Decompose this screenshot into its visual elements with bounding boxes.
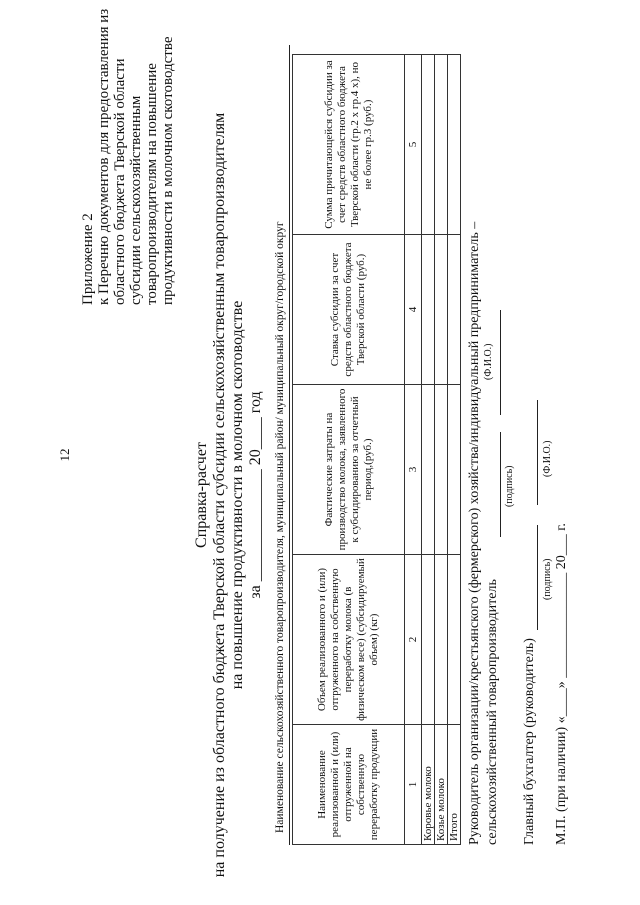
table-cell[interactable] xyxy=(422,555,435,725)
table-cell[interactable] xyxy=(448,555,461,725)
calculation-table xyxy=(292,54,461,845)
column-header-costs: Фактические затраты на производство молока, заявленного к субсидированию за отчетный период,(руб.) xyxy=(293,385,405,555)
column-number: 3 xyxy=(405,385,422,555)
table-cell[interactable] xyxy=(435,555,448,725)
column-header-rate: Ставка субсидии за счет средств областного бюджета Тверской области (руб.) xyxy=(293,235,405,385)
rotated-form xyxy=(60,8,580,885)
table-cell[interactable] xyxy=(422,55,435,235)
title-heading: Справка-расчет xyxy=(193,442,210,548)
producer-name-rule xyxy=(289,45,290,845)
column-number: 5 xyxy=(405,55,422,235)
table-cell[interactable] xyxy=(448,235,461,385)
head-signature-line[interactable] xyxy=(500,432,501,537)
column-header-amount: Сумма причитающейся субсидии за счет средств областного бюджета Тверской области (гр.2 х гр.4 х), но не более гр.3 (руб.) xyxy=(293,55,405,235)
accountant-name-line[interactable] xyxy=(537,400,538,505)
table-cell[interactable] xyxy=(422,385,435,555)
table-row xyxy=(435,55,448,845)
title-line: на получение из областного бюджета Тверской области субсидии сельскохозяйственным товаропроизводителям xyxy=(211,112,228,878)
table-cell[interactable] xyxy=(422,235,435,385)
table-cell[interactable] xyxy=(448,55,461,235)
row-label: Итого xyxy=(448,725,461,845)
table-row xyxy=(448,55,461,845)
appendix-line: к Перечню документов для предоставления из xyxy=(96,8,112,305)
column-number: 1 xyxy=(405,725,422,845)
head-name-caption: (Ф.И.О.) xyxy=(483,343,494,380)
title-period-line: за ______________ 20____ год xyxy=(247,391,264,599)
accountant-signature-line[interactable] xyxy=(537,525,538,630)
row-label: Коровье молоко xyxy=(422,725,435,845)
column-header-product: Наименование реализованной и (или) отгруженной на собственную переработку продукции xyxy=(293,725,405,845)
column-header-volume: Объем реализованного и (или) отгруженного на собственную переработку молока (в физическом весе) (субсидируемый объем) (кг) xyxy=(293,555,405,725)
accountant-signature-caption: (подпись) xyxy=(542,558,553,600)
appendix-line: субсидии сельскохозяйственным xyxy=(128,95,144,305)
head-name-line[interactable] xyxy=(500,310,501,415)
table-row xyxy=(422,55,435,845)
page-number: 12 xyxy=(57,448,72,462)
accountant-name-caption: (Ф.И.О.) xyxy=(542,440,553,477)
column-number: 2 xyxy=(405,555,422,725)
table-cell[interactable] xyxy=(448,385,461,555)
producer-name-caption: Наименование сельскохозяйственного товаропроизводителя, муниципальный район/ муниципальный округ/городской округ xyxy=(274,221,286,833)
appendix-line: Приложение 2 xyxy=(80,213,96,305)
table-cell[interactable] xyxy=(435,385,448,555)
row-label: Козье молоко xyxy=(435,725,448,845)
appendix-block xyxy=(80,8,176,305)
table-cell[interactable] xyxy=(435,235,448,385)
column-number: 4 xyxy=(405,235,422,385)
accountant-label: Главный бухгалтер (руководитель) xyxy=(522,638,537,845)
table-cell[interactable] xyxy=(435,55,448,235)
appendix-line: товаропроизводителям на повышение xyxy=(144,63,160,305)
stamp-date-line: М.П. (при наличии) «____» _______________ 20___ г. xyxy=(554,523,569,845)
title-line: на повышение продуктивности в молочном скотоводстве xyxy=(229,300,246,690)
appendix-line: продуктивности в молочном скотоводстве xyxy=(160,36,176,305)
head-signature-label-cont: сельскохозяйственный товаропроизводитель xyxy=(485,579,500,845)
head-signature-caption: (подпись) xyxy=(504,465,515,507)
head-signature-label: Руководитель организации/крестьянского (фермерского) хозяйства/индивидуальный предприниматель – xyxy=(467,221,482,845)
appendix-line: областного бюджета Тверской области xyxy=(112,58,128,305)
document-title xyxy=(193,105,265,885)
